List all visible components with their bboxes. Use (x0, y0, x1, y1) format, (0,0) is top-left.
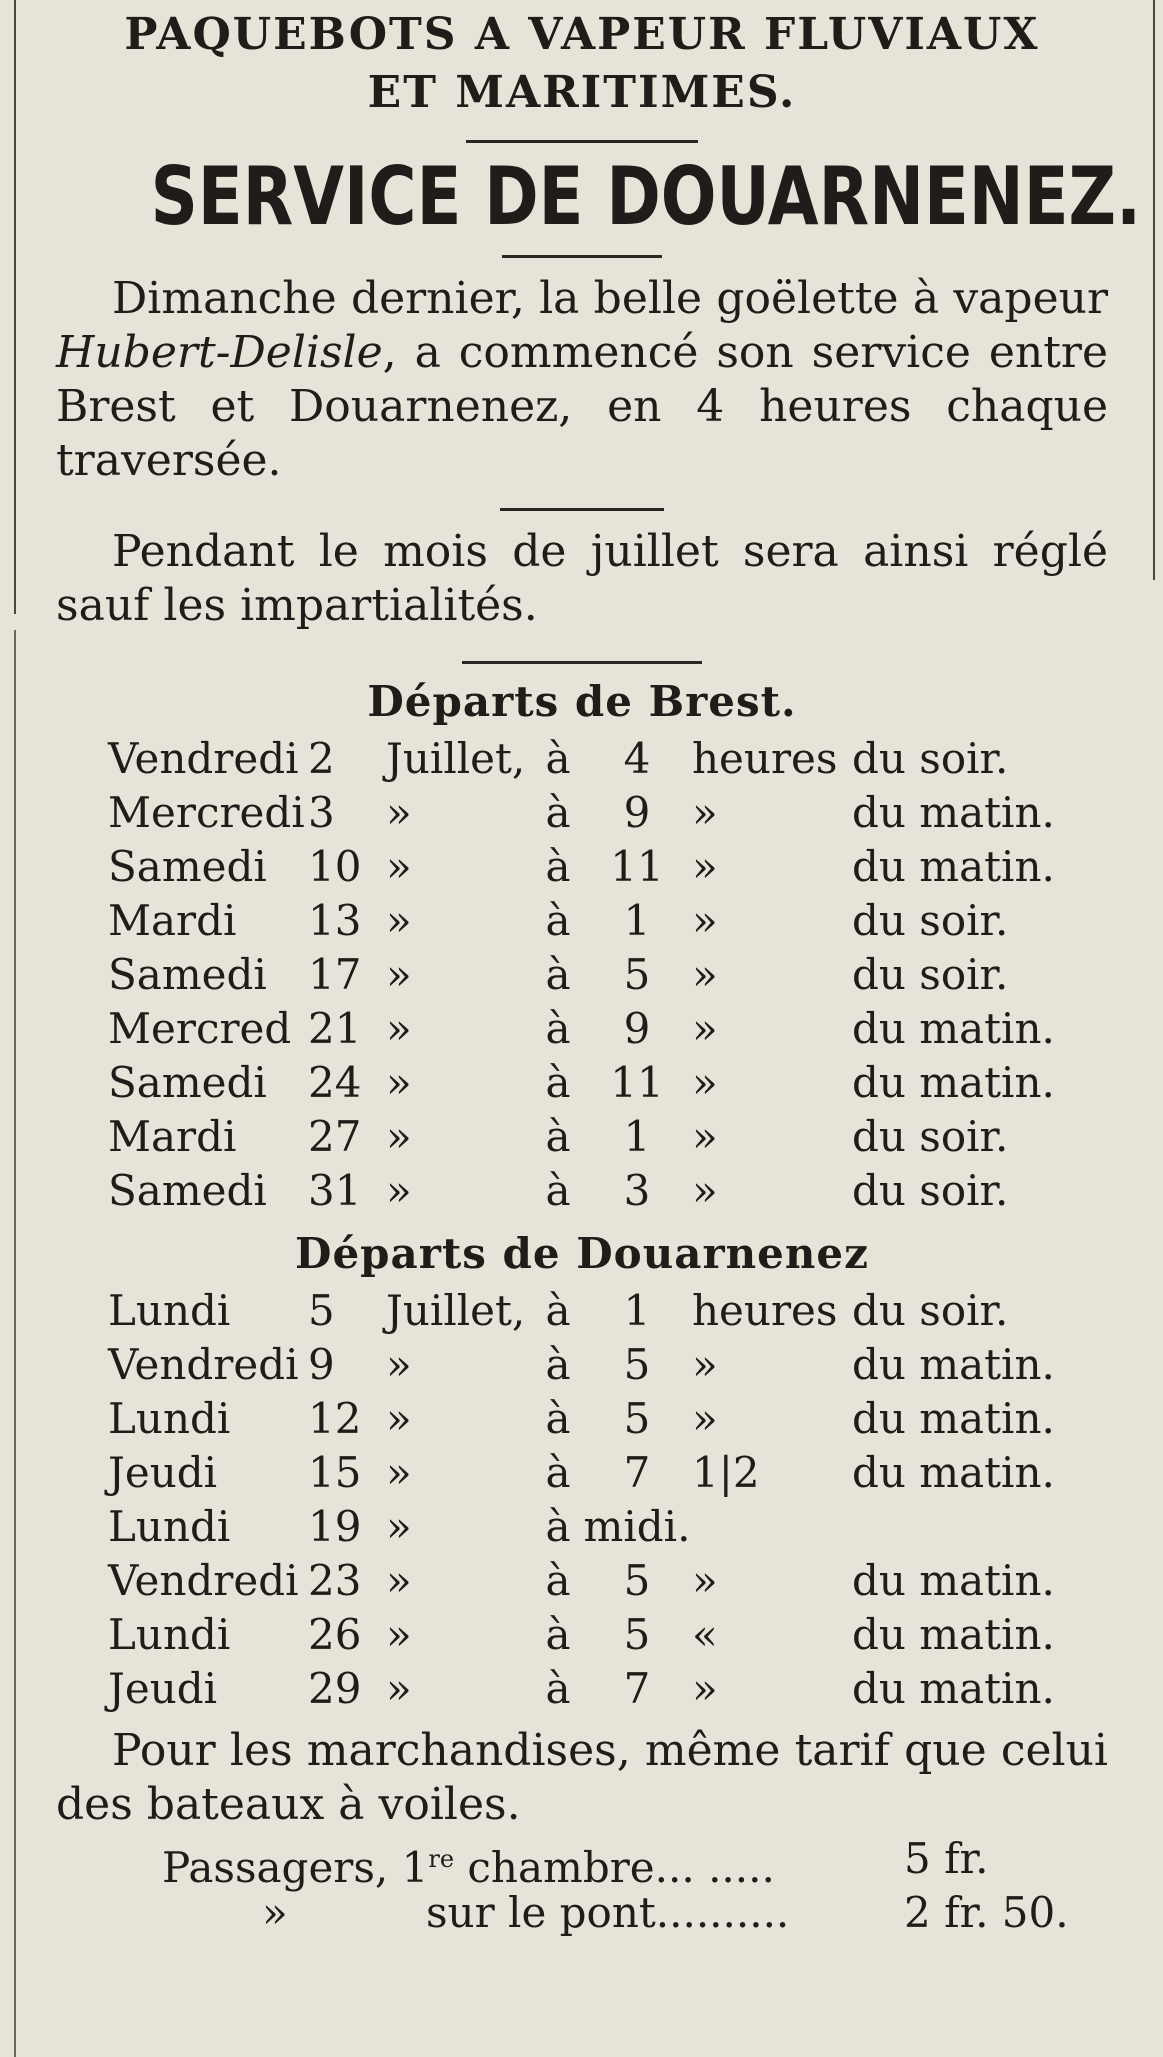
departure-day: Mardi (108, 1112, 237, 1161)
departure-period: du soir. (852, 1112, 1009, 1161)
departure-period: du soir. (852, 950, 1009, 999)
departure-at: à (545, 1112, 571, 1161)
departure-period: du soir. (852, 896, 1009, 945)
schedule-row (108, 786, 1055, 840)
departure-day: Samedi (108, 1166, 267, 1215)
departure-day: Samedi (108, 842, 267, 891)
column-rule-right (1153, 0, 1155, 580)
departure-at: à (545, 1340, 571, 1389)
column-rule-left-lower (14, 630, 16, 2057)
departure-at: à (545, 1610, 571, 1659)
departure-month: » (386, 842, 412, 891)
departure-period: du matin. (852, 1004, 1055, 1053)
schedule-row (108, 1002, 1055, 1056)
departure-at: à (545, 788, 571, 837)
schedule-row (108, 1392, 1055, 1446)
departure-hour: 7 (623, 1664, 651, 1713)
departure-day: Samedi (108, 1058, 267, 1107)
notice-text: Pendant le mois de juillet sera ainsi réglé sauf les impartialités. (56, 526, 1108, 631)
douarnenez-heading: Départs de Douarnenez (295, 1229, 869, 1278)
departure-hour: 7 (623, 1448, 651, 1497)
departure-unit: » (692, 788, 718, 837)
notice-paragraph (56, 525, 1108, 633)
departure-hour: 1 (623, 1286, 651, 1335)
schedule-row (108, 1284, 1055, 1338)
departure-date: 3 (308, 788, 335, 837)
article (56, 0, 1141, 1940)
departure-period: du soir. (852, 1166, 1009, 1215)
departure-period: du matin. (852, 1058, 1055, 1107)
departure-month: Juillet, (386, 1286, 526, 1335)
departure-unit: 1|2 (692, 1448, 760, 1497)
departure-unit: » (692, 1112, 718, 1161)
departure-at: à (545, 1004, 571, 1053)
departure-hour: 5 (623, 1610, 651, 1659)
departure-date: 23 (308, 1556, 362, 1605)
header-divider (466, 140, 698, 143)
departure-unit: » (692, 950, 718, 999)
departure-hour: 11 (610, 842, 664, 891)
departure-day: Mercred (108, 1004, 292, 1053)
fare-first-price: 5 fr. (904, 1834, 989, 1883)
intro-text-before: Dimanche dernier, la belle goëlette à vapeur (112, 273, 1108, 324)
departure-month: » (386, 1058, 412, 1107)
departure-date: 5 (308, 1286, 335, 1335)
departure-period: du matin. (852, 1394, 1055, 1443)
departure-hour: 1 (623, 896, 651, 945)
schedule-row (108, 1164, 1055, 1218)
departure-date: 29 (308, 1664, 362, 1713)
departure-day: Vendredi (108, 1556, 299, 1605)
departure-hour: 9 (623, 788, 651, 837)
departure-at: à (545, 734, 571, 783)
departure-date: 10 (308, 842, 362, 891)
departure-month: » (386, 896, 412, 945)
ship-name: Hubert-Delisle (56, 327, 383, 378)
departure-hour: midi. (583, 1502, 691, 1551)
departure-day: Lundi (108, 1502, 231, 1551)
departure-unit: » (692, 1556, 718, 1605)
departure-month: » (386, 1664, 412, 1713)
schedule-row (108, 840, 1055, 894)
departure-month: » (386, 1112, 412, 1161)
departure-month: » (386, 1610, 412, 1659)
departure-date: 27 (308, 1112, 362, 1161)
departure-period: du soir. (852, 734, 1009, 783)
departure-date: 13 (308, 896, 362, 945)
departure-day: Vendredi (108, 734, 299, 783)
departure-hour: 4 (623, 734, 651, 783)
departure-day: Vendredi (108, 1340, 299, 1389)
departure-hour: 1 (623, 1112, 651, 1161)
schedule-row (108, 732, 1055, 786)
intro-paragraph (56, 272, 1108, 488)
fare-first-label: Passagers, 1re chambre... ..... (162, 1843, 775, 1892)
departure-unit: » (692, 1166, 718, 1215)
douarnenez-schedule (108, 1284, 1055, 1716)
schedule-row (108, 894, 1055, 948)
intro-text-after: , a commencé son service entre Brest et Douarnenez, en 4 heures chaque traversée. (56, 327, 1108, 486)
header-line-2: ET MARITIMES. (367, 67, 797, 118)
schedule-row (108, 1110, 1055, 1164)
departure-day: Jeudi (108, 1448, 218, 1497)
goods-text: Pour les marchandises, même tarif que celui des bateaux à voiles. (56, 1725, 1108, 1830)
departure-unit: » (692, 1004, 718, 1053)
schedule-row (108, 948, 1055, 1002)
departure-at: à (545, 950, 571, 999)
schedule-row (108, 1056, 1055, 1110)
departure-period: du matin. (852, 1610, 1055, 1659)
departure-at: à (545, 896, 571, 945)
departure-date: 17 (308, 950, 362, 999)
fare-first-class (56, 1832, 1108, 1892)
departure-unit: » (692, 1340, 718, 1389)
departure-period: du matin. (852, 842, 1055, 891)
departure-date: 9 (308, 1340, 335, 1389)
departure-at: à (545, 842, 571, 891)
departure-unit: » (692, 842, 718, 891)
departure-hour: 11 (610, 1058, 664, 1107)
departure-unit: » (692, 896, 718, 945)
column-rule-left (14, 0, 16, 614)
departure-unit: » (692, 1058, 718, 1107)
intro-divider (500, 508, 664, 511)
departure-at: à (545, 1394, 571, 1443)
fare-deck (56, 1886, 1108, 1940)
departure-month: Juillet, (386, 734, 526, 783)
departure-month: » (386, 1556, 412, 1605)
schedule-row (108, 1338, 1055, 1392)
departure-month: » (386, 1340, 412, 1389)
departure-hour: 5 (623, 1340, 651, 1389)
departure-month: » (386, 1004, 412, 1053)
departure-unit: » (692, 1394, 718, 1443)
departure-at: à (545, 1664, 571, 1713)
departure-period (852, 1500, 1055, 1554)
departure-day: Samedi (108, 950, 267, 999)
departure-month: » (386, 788, 412, 837)
notice-divider (462, 661, 702, 664)
departure-period: du matin. (852, 1664, 1055, 1713)
schedule-row (108, 1554, 1055, 1608)
header-line-1: PAQUEBOTS A VAPEUR FLUVIAUX (124, 9, 1040, 60)
departure-at: à (545, 1502, 571, 1551)
departure-date: 2 (308, 734, 335, 783)
departure-period: du matin. (852, 1448, 1055, 1497)
departure-date: 12 (308, 1394, 362, 1443)
brest-schedule (108, 732, 1055, 1218)
departure-period: du matin. (852, 1340, 1055, 1389)
departure-hour: 9 (623, 1004, 651, 1053)
departure-hour: 3 (623, 1166, 651, 1215)
departure-day: Lundi (108, 1286, 231, 1335)
departure-day: Lundi (108, 1610, 231, 1659)
departure-date: 26 (308, 1610, 362, 1659)
departure-day: Lundi (108, 1394, 231, 1443)
schedule-row (108, 1662, 1055, 1716)
schedule-row (108, 1608, 1055, 1662)
schedule-row (108, 1446, 1055, 1500)
departure-date: 15 (308, 1448, 362, 1497)
departure-hour: 5 (623, 1394, 651, 1443)
departure-month: » (386, 1502, 412, 1551)
title-divider (502, 255, 662, 258)
fare-deck-ditto: » (262, 1888, 288, 1937)
departure-day: Mardi (108, 896, 237, 945)
departure-month: » (386, 1166, 412, 1215)
departure-unit: « (692, 1610, 718, 1659)
fare-deck-price: 2 fr. 50. (904, 1888, 1069, 1937)
departure-period: du soir. (852, 1286, 1009, 1335)
departure-period: du matin. (852, 788, 1055, 837)
departure-at: à (545, 1058, 571, 1107)
departure-hour: 5 (623, 1556, 651, 1605)
departure-date: 21 (308, 1004, 362, 1053)
departure-month: » (386, 950, 412, 999)
page-title: SERVICE DE DOUARNENEZ. (150, 150, 1141, 243)
departure-unit (692, 1500, 852, 1554)
departure-month: » (386, 1448, 412, 1497)
schedule-row (108, 1500, 1055, 1554)
departure-at: à (545, 1448, 571, 1497)
departure-unit: heures (692, 734, 838, 783)
departure-month: » (386, 1394, 412, 1443)
departure-unit: » (692, 1664, 718, 1713)
departure-at: à (545, 1166, 571, 1215)
departure-date: 19 (308, 1502, 362, 1551)
departure-at: à (545, 1556, 571, 1605)
departure-date: 31 (308, 1166, 362, 1215)
departure-date: 24 (308, 1058, 362, 1107)
fare-deck-label: sur le pont.......... (426, 1888, 790, 1937)
departure-unit: heures (692, 1286, 838, 1335)
departure-at: à (545, 1286, 571, 1335)
departure-day: Jeudi (108, 1664, 218, 1713)
departure-day: Mercredi (108, 788, 305, 837)
departure-period: du matin. (852, 1556, 1055, 1605)
goods-paragraph (56, 1724, 1108, 1832)
brest-heading: Départs de Brest. (367, 677, 797, 726)
departure-hour: 5 (623, 950, 651, 999)
